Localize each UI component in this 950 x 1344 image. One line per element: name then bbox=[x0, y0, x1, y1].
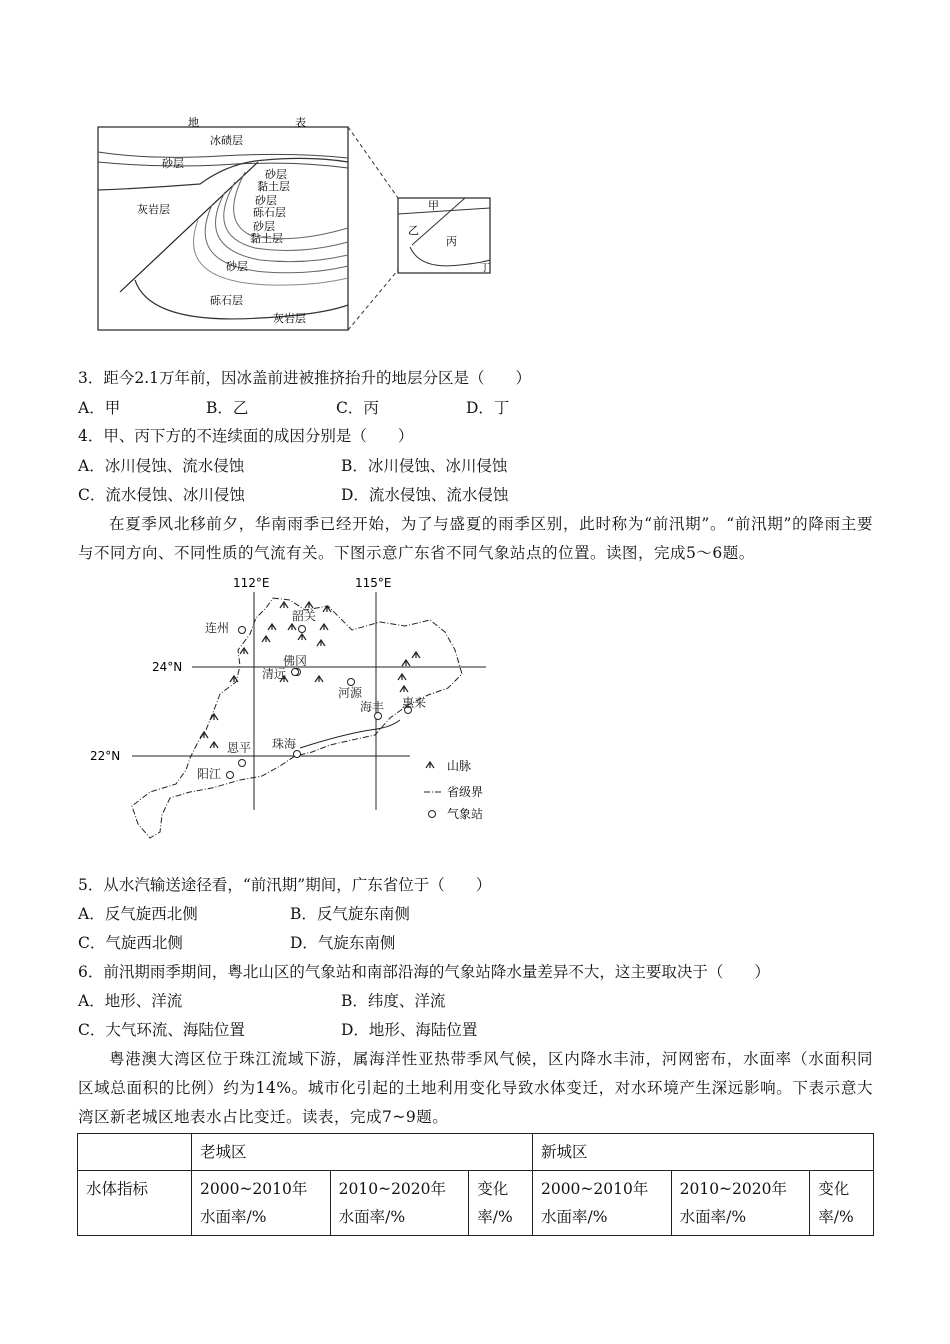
table-cell: 2000~2010年水面率/% bbox=[192, 1171, 331, 1236]
table-cell: 2010~2020年水面率/% bbox=[330, 1171, 469, 1236]
q4-option-c[interactable]: C．流水侵蚀、冰川侵蚀 bbox=[78, 486, 245, 504]
province-boundary bbox=[132, 598, 462, 838]
lat-label: 22°N bbox=[90, 749, 121, 763]
station-label: 清远 bbox=[262, 667, 287, 681]
station-label: 珠海 bbox=[272, 737, 297, 751]
q6-option-d[interactable]: D．地形、海陆位置 bbox=[341, 1021, 478, 1039]
table-cell: 2010~2020年水面率/% bbox=[671, 1171, 810, 1236]
q4-stem: 4．甲、丙下方的不连续面的成因分别是（ ） bbox=[78, 427, 414, 445]
passage-2: 在夏季风北移前夕，华南雨季已经开始，为了与盛夏的雨季区别，此时称为“前汛期”。“前汛期”的降雨主要与不同方向、不同性质的气流有关。下图示意广东省不同气象站点的位置。读图，完成5～6题。 bbox=[78, 515, 873, 562]
inset-label: 丁 bbox=[480, 263, 490, 274]
fig1-top-left: 地 bbox=[188, 116, 199, 129]
layer-label: 砂层 bbox=[162, 157, 184, 170]
q3-stem: 3．距今2.1万年前，因冰盖前进被推挤抬升的地层分区是（ ） bbox=[78, 369, 532, 387]
layer-label: 砂层 bbox=[226, 260, 248, 273]
q3-option-a[interactable]: A．甲 bbox=[78, 399, 121, 417]
station-label: 韶关 bbox=[292, 609, 317, 623]
layer-label: 砂层 bbox=[265, 168, 287, 181]
q6-option-b[interactable]: B．纬度、洋流 bbox=[341, 992, 446, 1010]
station-label: 惠来 bbox=[402, 696, 427, 710]
q5-option-a[interactable]: A．反气旋西北侧 bbox=[78, 905, 198, 923]
station-label: 阳江 bbox=[197, 767, 222, 781]
layer-label: 冰碛层 bbox=[210, 134, 243, 147]
station-label: 佛冈 bbox=[283, 654, 308, 668]
q6-option-c[interactable]: C．大气环流、海陆位置 bbox=[78, 1021, 245, 1039]
fig1-top-right: 表 bbox=[295, 116, 306, 129]
table-cell: 变化率/% bbox=[810, 1171, 874, 1236]
station-label: 恩平 bbox=[227, 741, 252, 755]
q3-option-c[interactable]: C．丙 bbox=[336, 399, 379, 417]
layer-label: 灰岩层 bbox=[137, 203, 170, 216]
q5-stem: 5．从水汽输送途径看，“前汛期”期间，广东省位于（ ） bbox=[78, 876, 492, 894]
layer-label: 砂层 bbox=[253, 220, 275, 233]
inset-label: 甲 bbox=[428, 199, 439, 212]
layer-label: 黏土层 bbox=[250, 232, 283, 245]
row-label: 水体指标 bbox=[78, 1171, 192, 1236]
legend-mountain: 山脉 bbox=[447, 759, 472, 773]
inset-label: 丙 bbox=[446, 235, 457, 248]
station-label: 河源 bbox=[338, 686, 363, 700]
layer-label: 砂层 bbox=[255, 194, 277, 207]
legend-boundary: 省级界 bbox=[447, 785, 484, 799]
geology-cross-section-figure bbox=[90, 110, 510, 340]
q3-option-d[interactable]: D．丁 bbox=[466, 399, 510, 417]
q3-option-b[interactable]: B．乙 bbox=[206, 399, 249, 417]
q4-option-a[interactable]: A．冰川侵蚀、流水侵蚀 bbox=[78, 457, 245, 475]
guangdong-station-map bbox=[90, 570, 500, 860]
q4-option-d[interactable]: D．流水侵蚀、流水侵蚀 bbox=[341, 486, 509, 504]
lon-label: 115°E bbox=[355, 576, 392, 590]
layer-label: 砾石层 bbox=[253, 206, 286, 219]
q5-option-b[interactable]: B．反气旋东南侧 bbox=[290, 905, 410, 923]
q5-option-d[interactable]: D．气旋东南侧 bbox=[290, 934, 396, 952]
inset-label: 乙 bbox=[408, 224, 419, 237]
q5-option-c[interactable]: C．气旋西北侧 bbox=[78, 934, 183, 952]
header-old-city: 老城区 bbox=[192, 1134, 533, 1171]
layer-label: 灰岩层 bbox=[273, 312, 306, 325]
station-label: 连州 bbox=[205, 621, 230, 635]
table-cell: 2000~2010年水面率/% bbox=[532, 1171, 671, 1236]
q6-stem: 6．前汛期雨季期间，粤北山区的气象站和南部沿海的气象站降水量差异不大，这主要取决于（ ） bbox=[78, 963, 770, 981]
q6-option-a[interactable]: A．地形、洋流 bbox=[78, 992, 183, 1010]
water-table bbox=[77, 1133, 874, 1236]
header-new-city: 新城区 bbox=[532, 1134, 873, 1171]
passage-3: 粤港澳大湾区位于珠江流域下游，属海洋性亚热带季风气候，区内降水丰沛，河网密布，水面率（水面积同区域总面积的比例）约为14%。城市化引起的土地利用变化导致水体变迁，对水环境产生深远影响。下表示意大湾区新老城区地表水占比变迁。读表，完成7~9题。 bbox=[78, 1050, 873, 1126]
station-label: 海丰 bbox=[360, 700, 385, 714]
layer-label: 砾石层 bbox=[210, 294, 243, 307]
lon-label: 112°E bbox=[233, 576, 270, 590]
q4-option-b[interactable]: B．冰川侵蚀、冰川侵蚀 bbox=[341, 457, 508, 475]
table-cell: 变化率/% bbox=[469, 1171, 533, 1236]
layer-label: 黏土层 bbox=[257, 180, 290, 193]
lat-label: 24°N bbox=[152, 660, 183, 674]
mountain-symbols bbox=[200, 602, 420, 748]
legend-station: 气象站 bbox=[447, 807, 484, 821]
